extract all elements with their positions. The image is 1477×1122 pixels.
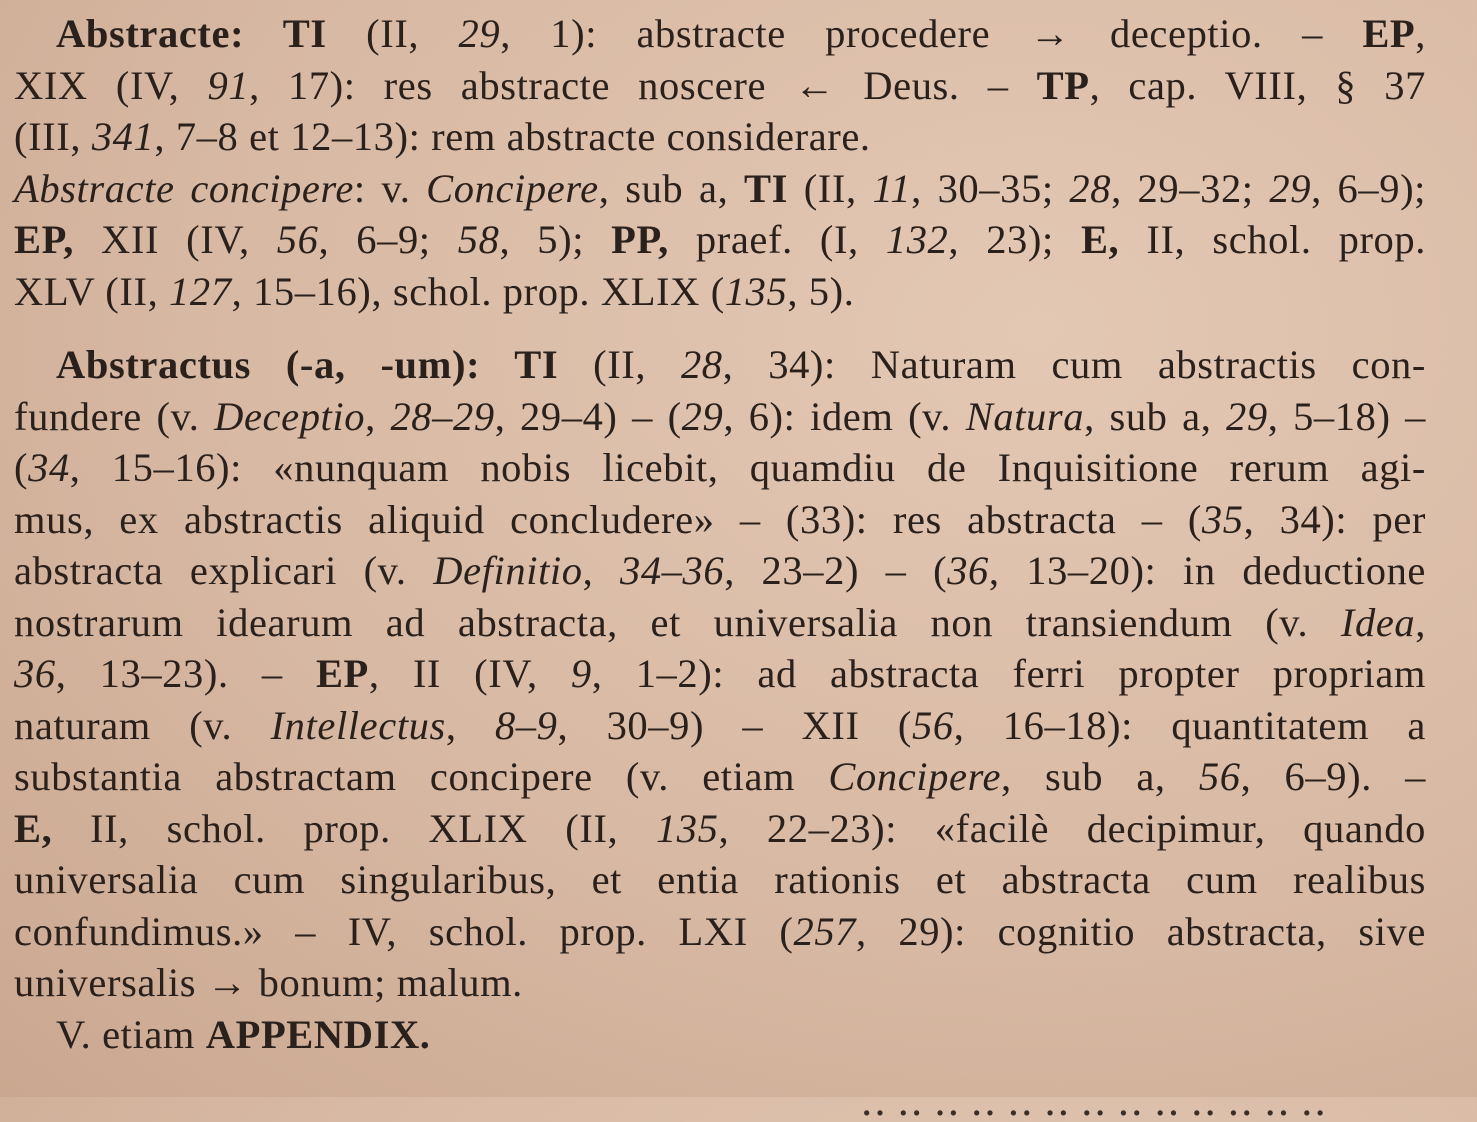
text-line: [14, 545, 1426, 597]
text-line: [14, 854, 1426, 906]
text-run: ,: [1415, 11, 1426, 56]
text-run: (II,: [366, 11, 459, 56]
text-run: , 6–9;: [318, 217, 458, 262]
text-run: , 30–35;: [911, 165, 1070, 211]
text-run: 28: [680, 342, 723, 387]
text-run: , 29–32;: [1111, 165, 1270, 211]
text-run: Concipere: [426, 165, 599, 211]
text-run: , 29–4) – (: [494, 393, 682, 439]
text-run: Concipere: [828, 754, 1002, 799]
text-run: 29: [1226, 393, 1268, 439]
text-run: , sub a,: [598, 165, 745, 211]
text-run: , 15–16): «nunquam nobis licebit, quamdiu de Inquisitione rerum agi-: [69, 445, 1426, 490]
text-run: , 16–18): quantitatem a: [953, 702, 1427, 748]
text-run: : v.: [353, 165, 427, 211]
text-run: TI: [744, 165, 788, 211]
text-run: nostrarum idearum ad abstracta, et universalia non transiendum (v.: [14, 599, 1341, 645]
text-run: Abstracte concipere: [14, 165, 354, 211]
next-entry-cutoff: ‥ ‥ ‥ ‥ ‥ ‥ ‥ ‥ ‥ ‥ ‥ ‥ ‥: [860, 1082, 1327, 1122]
text-line: [14, 597, 1426, 649]
entry-abstractus: [14, 339, 1426, 1060]
text-line: [14, 339, 1426, 391]
dictionary-page: [14, 8, 1426, 1060]
text-run: universalia cum singularibus, et entia rationis et abstracta cum realibus: [14, 857, 1426, 902]
text-line: [14, 957, 1426, 1009]
text-run: 58: [457, 217, 500, 262]
text-run: , 1–2): ad abstracta ferri propter propriam: [591, 651, 1427, 696]
text-run: 11: [872, 165, 912, 211]
text-run: , 22–23): «facilè decipimur, quando: [718, 805, 1426, 851]
text-run: 36: [14, 651, 56, 696]
text-run: , 34): per: [1243, 496, 1426, 542]
text-run: ,: [1415, 599, 1426, 645]
text-run: (: [14, 445, 29, 490]
text-run: , sub a,: [1001, 754, 1199, 799]
text-run: , 29): cognitio abstracta, sive: [856, 908, 1426, 954]
text-run: , 17): res abstracte noscere ← Deus. –: [249, 62, 1037, 108]
text-run: , 1): abstracte procedere → deceptio. –: [500, 11, 1363, 56]
text-run: 28: [1069, 165, 1112, 211]
text-run: , 13–20): in deductione: [988, 548, 1427, 593]
text-run: , II (IV,: [368, 651, 571, 696]
text-run: , 34): Naturam cum abstractis con-: [722, 342, 1426, 387]
text-run: Abstracte:: [56, 11, 245, 56]
entry-abstracte: [14, 8, 1426, 317]
text-run: fundere (v.: [14, 393, 215, 439]
text-run: Abstractus (-a, -um):: [56, 342, 481, 387]
text-run: , 6–9);: [1311, 165, 1427, 211]
text-run: confundimus.» – IV, schol. prop. LXI (: [14, 908, 794, 954]
text-run: Deceptio: [214, 393, 366, 439]
text-run: TI: [480, 342, 559, 387]
text-run: praef. (I,: [668, 217, 886, 262]
text-run: mus, ex abstractis aliquid concludere» – (33): res abstracta – (: [14, 496, 1202, 542]
text-run: , 5).: [787, 268, 855, 314]
text-run: , 7–8 et 12–13): rem abstracte considerare.: [154, 114, 871, 159]
text-run: Intellectus: [270, 702, 446, 748]
text-line: [14, 266, 1426, 318]
text-run: 29: [1269, 165, 1312, 211]
text-line: [14, 8, 1426, 60]
text-run: 28–29: [390, 393, 495, 439]
text-run: , 5–18) –: [1267, 393, 1427, 439]
text-line: [14, 906, 1426, 958]
text-line: [14, 494, 1426, 546]
text-line: [14, 803, 1426, 855]
text-run: EP: [1362, 11, 1416, 56]
text-run: (II,: [558, 342, 681, 387]
text-run: Natura: [965, 393, 1085, 439]
text-run: , 6–9). –: [1240, 754, 1427, 799]
text-run: 135: [655, 805, 719, 851]
text-run: 34–36: [619, 548, 725, 593]
text-run: EP: [315, 651, 369, 696]
text-run: 35: [1201, 496, 1244, 542]
text-run: TP: [1036, 62, 1090, 108]
text-run: 9: [570, 651, 592, 696]
text-run: , cap. VIII, § 37: [1089, 62, 1426, 108]
text-run: abstracta explicari (v.: [14, 548, 434, 593]
text-run: II, schol. prop.: [1119, 217, 1426, 262]
text-run: EP,: [14, 217, 74, 262]
text-run: 135: [724, 268, 788, 314]
text-run: APPENDIX.: [205, 1011, 431, 1057]
text-run: universalis → bonum; malum.: [14, 960, 523, 1005]
text-run: , 6): idem (v.: [723, 393, 966, 439]
text-run: 29: [681, 393, 724, 439]
text-run: 91: [207, 62, 250, 108]
text-run: , 15–16), schol. prop. XLIX (: [231, 268, 725, 314]
text-run: PP,: [611, 217, 669, 262]
text-run: XLV (II,: [14, 268, 170, 314]
text-run: 56: [1198, 754, 1241, 799]
text-run: , 5);: [499, 217, 612, 262]
text-run: XII (IV,: [73, 217, 277, 262]
text-line: [14, 214, 1426, 266]
text-run: V. etiam: [56, 1011, 206, 1057]
text-run: ,: [445, 702, 495, 748]
text-run: 132: [885, 217, 949, 262]
text-run: , 23–2) – (: [724, 548, 948, 593]
text-line: [14, 163, 1426, 215]
text-run: Idea: [1340, 599, 1416, 645]
text-run: (II,: [788, 165, 873, 211]
text-run: 36: [947, 548, 989, 593]
text-run: Definitio: [433, 548, 583, 593]
see-also-line: [14, 1009, 1426, 1061]
text-run: XIX (IV,: [14, 62, 208, 108]
text-run: II, schol. prop. XLIX (II,: [52, 805, 656, 851]
text-run: , 30–9) – XII (: [557, 702, 913, 748]
text-line: [14, 442, 1426, 494]
text-line: [14, 391, 1426, 443]
text-line: [14, 751, 1426, 803]
text-line: [14, 648, 1426, 700]
text-run: 8–9: [494, 702, 558, 748]
text-run: ,: [365, 393, 391, 439]
text-run: 29: [458, 11, 501, 56]
text-run: (III,: [14, 114, 92, 159]
text-run: , sub a,: [1084, 393, 1227, 439]
text-line: [14, 111, 1426, 163]
text-run: 56: [276, 217, 319, 262]
text-run: 56: [912, 702, 954, 748]
text-run: 34: [28, 445, 70, 490]
text-run: TI: [244, 11, 367, 56]
text-line: [14, 60, 1426, 112]
text-line: [14, 700, 1426, 752]
text-run: , 23);: [948, 217, 1081, 262]
text-run: 341: [91, 114, 155, 159]
entry-gap: [14, 317, 1426, 339]
text-run: substantia abstractam concipere (v. etiam: [14, 754, 829, 799]
text-run: E,: [14, 805, 53, 851]
text-run: ,: [582, 548, 620, 593]
text-run: 127: [169, 268, 232, 314]
text-run: 257: [793, 908, 857, 954]
text-run: naturam (v.: [14, 702, 271, 748]
text-run: E,: [1080, 217, 1120, 262]
text-run: , 13–23). –: [55, 651, 316, 696]
